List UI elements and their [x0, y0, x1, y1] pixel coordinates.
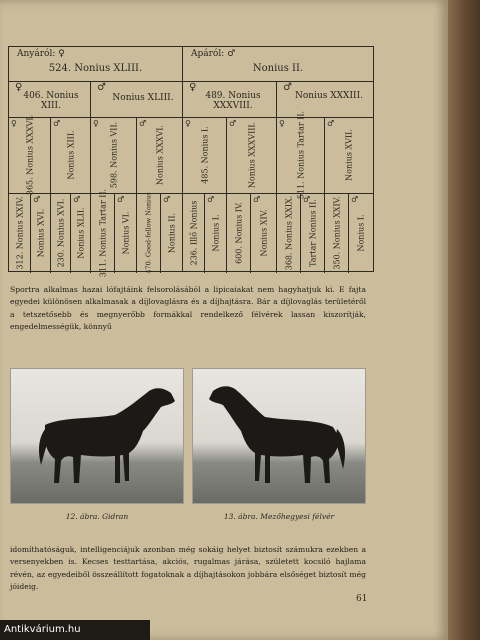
pedigree-cell [183, 81, 277, 117]
pedigree-cell-text: Nonius XIV. [259, 209, 268, 257]
pedigree-cell [71, 193, 91, 273]
paragraph-lipizzan: Sportra alkalmas hazai lófajtáink felsorolásából a lipicaiakat nem hagyhatjuk ki. E fajta egyedei különösen alkalmasak a díjlovaglásra és a díjhajtásra. Bár a díjlovaglás területéről a tetszetősebb és megnyerőbb formákkal rendelkező félvérek lassan kiszorítják, engedelmességük, könnyű [10, 285, 366, 332]
pedigree-cell [91, 81, 183, 117]
pedigree-cell-text: Tartar Nonius II. [308, 199, 317, 267]
dam-side-row4 [9, 188, 182, 278]
male-symbol: ♂ [229, 119, 237, 128]
male-symbol: ♂ [303, 195, 311, 204]
pedigree-cell-text: 485. Nonius I. [200, 126, 209, 184]
book-spine [448, 0, 480, 640]
page-number: 61 [356, 594, 368, 604]
female-symbol: ♀ [93, 119, 99, 128]
pedigree-cell [31, 193, 51, 273]
pedigree-cell-text: Nonius II. [167, 212, 177, 254]
male-symbol: ♂ [283, 82, 292, 93]
pedigree-cell [205, 193, 227, 273]
pedigree-cell [115, 193, 137, 273]
pedigree-cell-text: Nonius VI. [121, 211, 130, 255]
male-symbol: ♂ [327, 119, 335, 128]
pedigree-cell [183, 117, 227, 193]
pedigree-cell [51, 193, 71, 273]
male-symbol: ♂ [97, 82, 106, 93]
pedigree-dam-side [9, 47, 183, 278]
photo-mezohegyesi [192, 368, 366, 504]
pedigree-cell-text: Nonius XXXVIII. [247, 121, 256, 189]
pedigree-cell-text: Nonius XXXVI. [155, 125, 165, 185]
pedigree-cell [301, 193, 325, 273]
pedigree-cell [183, 193, 205, 273]
watermark: Antikvárium.hu [0, 620, 150, 640]
female-symbol: ♀ [279, 119, 285, 128]
pedigree-cell [227, 193, 251, 273]
pedigree-cell [161, 193, 183, 273]
pedigree-cell [9, 193, 31, 273]
pedigree-cell-text: 598. Nonius VII. [109, 121, 118, 189]
pedigree-cell-text: 365. Nonius XXXVI. [25, 114, 34, 196]
pedigree-cell-text: Nonius XXXIII. [295, 91, 363, 101]
pedigree-cell [325, 193, 349, 273]
female-symbol: ♀ [15, 82, 23, 93]
pedigree-cell-text: 368. Nonius XXIX. [284, 195, 293, 271]
pedigree-cell [91, 117, 137, 193]
dam-side-label: Anyáról: ♀ [17, 49, 65, 59]
male-symbol: ♂ [117, 195, 125, 204]
pedigree-cell [137, 117, 183, 193]
male-symbol: ♂ [351, 195, 359, 204]
pedigree-cell [349, 193, 373, 273]
sire-side-label: Apáról: ♂ [191, 49, 236, 59]
male-symbol: ♂ [139, 119, 147, 128]
pedigree-cell-text: 312. Nonius XXIV. [15, 196, 24, 270]
male-symbol: ♂ [253, 195, 261, 204]
paragraph-continuation: idomíthatóságuk, intelligenciájuk azonban még sokáig helyet biztosít számukra ezekben a versenyekben is. Kecses testtartása, akciós, rugalmas járása, született kocsiló hajlama révén, az egyedeiből összeállított fogatoknak a díjhajtásokon jobbára elsőséget biztosít még jóideig. [10, 545, 366, 592]
pedigree-cell [9, 114, 51, 196]
dam-side-row3 [9, 114, 182, 196]
pedigree-cell [251, 193, 277, 273]
pedigree-cell-text: 236. Illő Nonius [189, 200, 198, 266]
dam-side-sire: 524. Nonius XLIII. [48, 63, 143, 74]
sire-side-sire: Nonius II. [252, 63, 304, 74]
pedigree-cell-text: Nonius XIII. [66, 130, 75, 180]
photo-gidran [10, 368, 184, 504]
pedigree-cell-text: Nonius I. [356, 214, 366, 252]
pedigree-cell-text: 600. Nonius IV. [234, 202, 243, 264]
pedigree-cell [91, 188, 115, 278]
pedigree-cell-text: 230. Nonius XVI. [56, 198, 65, 268]
male-symbol: ♂ [163, 195, 171, 204]
pedigree-cell [227, 117, 277, 193]
pedigree-cell-text: Nonius XLII. [76, 207, 85, 259]
pedigree-cell [277, 110, 325, 200]
pedigree-cell-text: Nonius XVII. [344, 129, 354, 181]
horse-photo-mezohegyesi [193, 369, 366, 504]
pedigree-cell-text: 406. Nonius XIII. [23, 91, 79, 111]
male-symbol: ♂ [207, 195, 215, 204]
dam-side-header [9, 47, 182, 82]
pedigree-cell [277, 193, 301, 273]
pedigree-cell-text: Nonius I. [211, 214, 220, 252]
pedigree-cell-text: 350. Nonius XXIV. [332, 196, 341, 270]
pedigree-table [8, 46, 374, 278]
pedigree-cell-text: Nonius XLIII. [112, 93, 174, 103]
pedigree-sire-side [183, 47, 373, 271]
female-symbol: ♀ [11, 119, 17, 128]
caption-figure-12: 12. ábra. Gidran [65, 512, 129, 521]
pedigree-cell [325, 117, 373, 193]
female-symbol: ♀ [185, 119, 191, 128]
pedigree-cell [9, 81, 91, 117]
pedigree-cell-text: 311. Nonius Tartar II. [98, 188, 107, 278]
pedigree-cell-text: 511. Nonius Tartar II. [296, 110, 305, 200]
pedigree-cell-text: 489. Nonius XXXVIII. [205, 91, 261, 111]
female-symbol: ♀ [189, 82, 197, 93]
male-symbol: ♂ [73, 195, 81, 204]
male-symbol: ♂ [53, 119, 61, 128]
pedigree-cell [51, 117, 91, 193]
male-symbol: ♂ [33, 195, 41, 204]
sire-side-header [183, 47, 373, 82]
sire-side-row3 [183, 110, 373, 200]
pedigree-cell [277, 81, 373, 117]
caption-figure-13: 13. ábra. Mezőhegyesi félvér [223, 512, 335, 521]
sire-side-row4 [183, 193, 373, 273]
horse-photo-gidran [11, 369, 184, 504]
dam-side-row2 [9, 81, 182, 118]
pedigree-cell-text: 470. Good-fellow Nonius [144, 192, 152, 274]
pedigree-cell-text: Nonius XVI. [36, 208, 45, 258]
sire-side-row2 [183, 81, 373, 118]
pedigree-cell [137, 193, 161, 273]
